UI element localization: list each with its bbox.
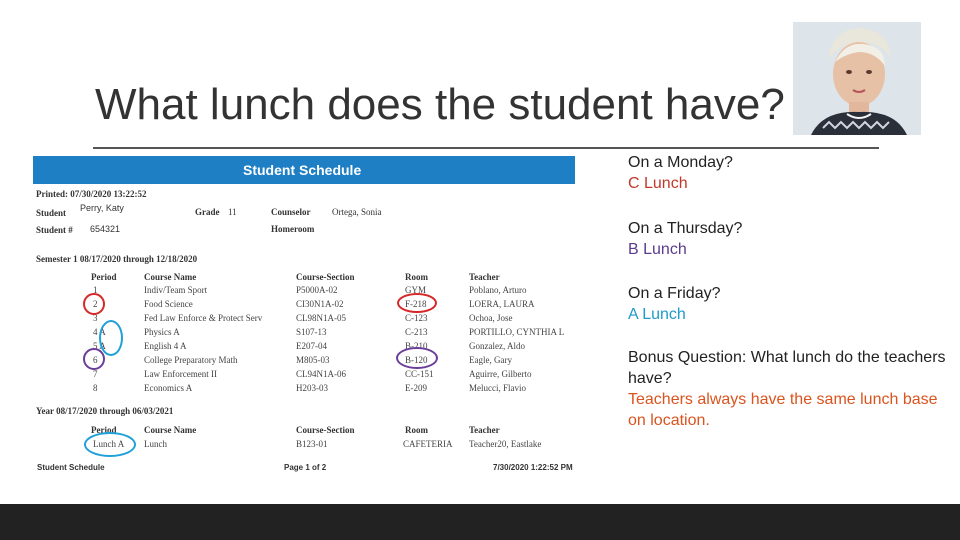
- row-room: CC-151: [405, 369, 434, 379]
- row-teacher: Ochoa, Jose: [469, 313, 513, 323]
- row-teacher: Teacher20, Eastlake: [469, 439, 542, 449]
- row-teacher: Aguirre, Gilberto: [469, 369, 532, 379]
- row-teacher: Poblano, Arturo: [469, 285, 527, 295]
- room-b120-purple-circle: [396, 347, 438, 369]
- col-room-header: Room: [405, 425, 428, 435]
- col-room-header: Room: [405, 272, 428, 282]
- row-teacher: LOERA, LAURA: [469, 299, 535, 309]
- counselor-value: Ortega, Sonia: [332, 207, 382, 217]
- col-teacher-header: Teacher: [469, 272, 500, 282]
- row-course: Indiv/Team Sport: [144, 285, 208, 295]
- col-teacher-header: Teacher: [469, 425, 500, 435]
- row-course: English 4 A: [144, 341, 187, 351]
- answer-bonus: Teachers always have the same lunch base on location.: [628, 391, 938, 429]
- homeroom-label: Homeroom: [271, 224, 315, 234]
- answer-thursday: B Lunch: [628, 241, 687, 258]
- row-teacher: Melucci, Flavio: [469, 383, 526, 393]
- grade-label: Grade: [195, 207, 220, 217]
- schedule-footer-date: 7/30/2020 1:22:52 PM: [493, 463, 573, 472]
- note-friday: [628, 283, 948, 325]
- period-6-purple-circle: [83, 348, 105, 370]
- student-label: Student: [36, 208, 67, 218]
- question-friday: On a Friday?: [628, 285, 721, 302]
- title-divider: [93, 147, 879, 149]
- portrait-illustration: [793, 22, 921, 135]
- row-room: F-218: [405, 299, 427, 309]
- answer-monday: C Lunch: [628, 175, 688, 192]
- row-course: Economics A: [144, 383, 193, 393]
- row-section: M805-03: [296, 355, 330, 365]
- row-period: Lunch A: [93, 439, 125, 449]
- col-course-section-header: Course-Section: [296, 272, 355, 282]
- row-course: Food Science: [144, 299, 193, 309]
- row-period: 3: [93, 313, 98, 323]
- question-bonus: Bonus Question: What lunch do the teachers have?: [628, 349, 946, 387]
- row-course: Lunch: [144, 439, 167, 449]
- schedule-footer-page: Page 1 of 2: [284, 463, 327, 472]
- note-bonus: [628, 347, 948, 431]
- printed-timestamp: Printed: 07/30/2020 13:22:52: [36, 189, 147, 199]
- row-section: E207-04: [296, 341, 327, 351]
- row-teacher: PORTILLO, CYNTHIA L: [469, 327, 565, 337]
- schedule-banner: [33, 156, 575, 184]
- year-heading: Year 08/17/2020 through 06/03/2021: [36, 406, 174, 416]
- room-f218-red-circle: [397, 293, 437, 313]
- slide-footer-bar: [0, 504, 960, 540]
- student-portrait-photo: [793, 22, 921, 135]
- col-course-section-header: Course-Section: [296, 425, 355, 435]
- student-number-value: 654321: [90, 224, 121, 234]
- semester-heading: Semester 1 08/17/2020 through 12/18/2020: [36, 254, 198, 264]
- row-course: Physics A: [144, 327, 180, 337]
- col-period-header: Period: [91, 425, 117, 435]
- slide-title: What lunch does the student have?: [95, 80, 785, 129]
- lunch-a-blue-circle: [84, 432, 136, 457]
- row-room: CAFETERIA: [403, 439, 453, 449]
- col-course-name-header: Course Name: [144, 425, 197, 435]
- row-section: P5000A-02: [296, 285, 338, 295]
- row-period: 5 A: [93, 341, 106, 351]
- question-monday: On a Monday?: [628, 154, 733, 171]
- student-number-label: Student #: [36, 225, 73, 235]
- row-section: H203-03: [296, 383, 328, 393]
- student-name: Perry, Katy: [80, 203, 124, 213]
- col-course-name-header: Course Name: [144, 272, 197, 282]
- row-section: B123-01: [296, 439, 328, 449]
- grade-value: 11: [228, 207, 237, 217]
- row-room: E-209: [405, 383, 427, 393]
- row-period: 4 A: [93, 327, 106, 337]
- schedule-banner-title: Student Schedule: [243, 162, 362, 178]
- row-room: B-210: [405, 341, 428, 351]
- note-thursday: [628, 218, 948, 260]
- row-section: CI30N1A-02: [296, 299, 344, 309]
- counselor-label: Counselor: [271, 207, 311, 217]
- row-period: 6: [93, 355, 98, 365]
- row-room: C-123: [405, 313, 428, 323]
- row-period: 2: [93, 299, 98, 309]
- row-teacher: Eagle, Gary: [469, 355, 512, 365]
- answer-friday: A Lunch: [628, 306, 686, 323]
- student-schedule-document: [33, 152, 589, 480]
- row-period: 1: [93, 285, 98, 295]
- row-period: 8: [93, 383, 98, 393]
- schedule-footer-left: Student Schedule: [37, 463, 105, 472]
- period-2-red-circle: [83, 293, 105, 315]
- row-course: College Preparatory Math: [144, 355, 238, 365]
- row-room: C-213: [405, 327, 428, 337]
- row-room: GYM: [405, 285, 427, 295]
- question-thursday: On a Thursday?: [628, 220, 743, 237]
- row-section: CL94N1A-06: [296, 369, 346, 379]
- row-teacher: Gonzalez, Aldo: [469, 341, 525, 351]
- col-period-header: Period: [91, 272, 117, 282]
- row-course: Fed Law Enforce & Protect Serv: [144, 313, 263, 323]
- note-monday: [628, 152, 948, 194]
- row-section: CL98N1A-05: [296, 313, 346, 323]
- row-room: B-120: [405, 355, 428, 365]
- row-period: 7: [93, 369, 98, 379]
- row-course: Law Enforcement II: [144, 369, 217, 379]
- row-section: S107-13: [296, 327, 327, 337]
- ab-periods-blue-circle: [99, 320, 123, 356]
